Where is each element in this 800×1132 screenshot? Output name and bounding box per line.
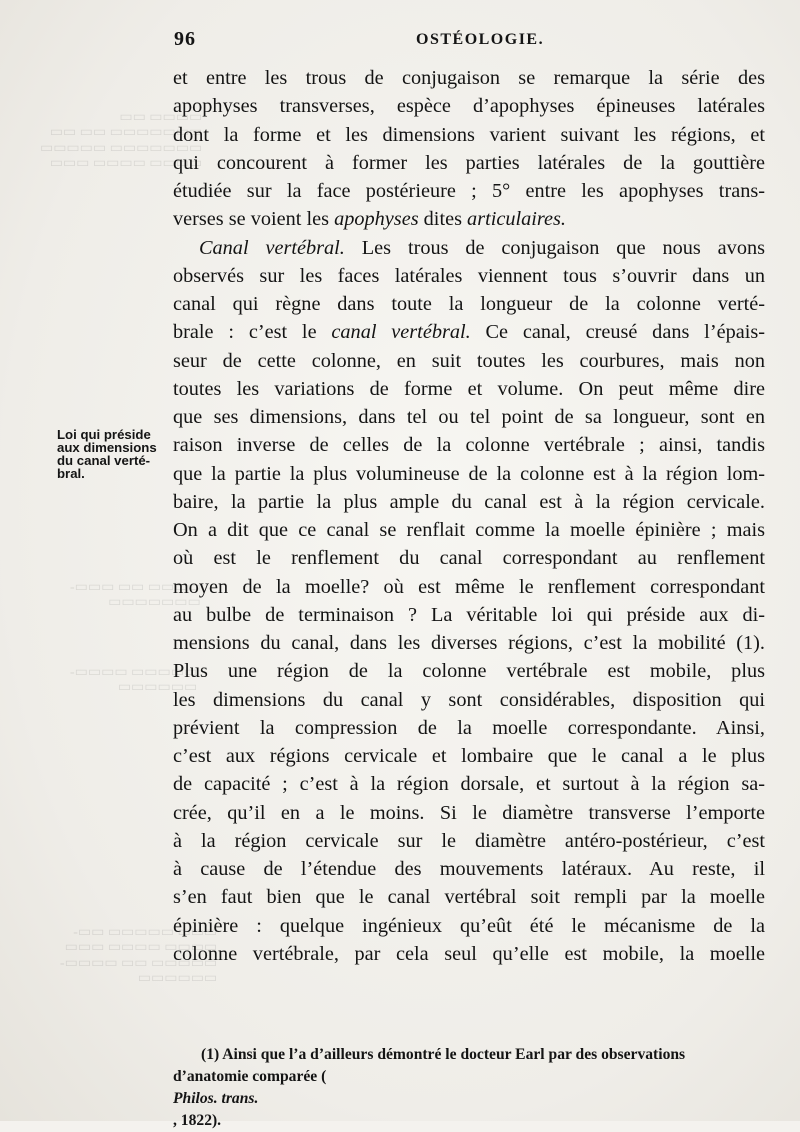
text-line: toutes les variations de forme et volume. On peut même dire <box>173 377 765 400</box>
text-line: On a dit que ce canal se renflait comme la moelle épinière ; mais <box>173 519 765 541</box>
text-line: à cause de l’étendue des mouvements latéraux. Au reste, il <box>173 858 765 880</box>
show-through-texture: ▭▭▭▭▭ ▭▭▭▭- ▭▭▭▭▭▭ <box>70 665 198 696</box>
text-line: qui concourent à former les parties latérales de la gouttière <box>173 151 765 174</box>
text-line: s’en faut bien que le canal vertébral soit rempli par la moelle <box>173 886 765 909</box>
text-line: brale : c’est le canal vertébral. Ce canal, creusé dans l’épais- <box>173 321 765 344</box>
term-apophyses: apophyses <box>334 208 419 231</box>
text-line: dont la forme et les dimensions varient suivant les régions, et <box>173 123 765 146</box>
citation-title: Philos. trans. <box>173 1090 259 1107</box>
text-line: apophyses transverses, espèce d’apophyses épineuses latérales <box>173 95 765 118</box>
margin-note-line: Loi qui préside <box>57 427 151 442</box>
text-line: au bulbe de terminaison ? La véritable loi qui préside aux di- <box>173 603 765 626</box>
text-line: prévient la compression de la moelle correspondante. Ainsi, <box>173 716 765 739</box>
text-line: baire, la partie la plus ample du canal est à la région cervicale. <box>173 490 765 513</box>
text-line: moyen de la moelle? où est même le renflement correspondant <box>173 575 765 598</box>
show-through-texture: ▭▭▭▭ ▭▭ ▭▭▭▭▭▭▭ ▭▭ ▭▭ ▭▭▭▭▭▭▭ ▭▭▭▭▭ ▭▭▭▭ ▭▭▭▭ ▭▭▭ <box>40 110 203 172</box>
text-line: étudiée sur la face postérieure ; 5° entre les apophyses trans- <box>173 180 765 202</box>
text-line: et entre les trous de conjugaison se remarque la série des <box>173 67 765 89</box>
text-line: seur de cette colonne, en suit toutes les courbures, mais non <box>173 349 765 372</box>
text-line: à la région cervicale sur le diamètre antéro-postérieur, c’est <box>173 829 765 852</box>
margin-note-line: aux dimensions <box>57 440 157 455</box>
text-line: Canal vertébral. Les trous de conjugaison que nous avons <box>199 236 765 259</box>
text-line: verses se voient les apophyses dites articulaires. <box>173 208 567 231</box>
text-line: que la partie la plus volumineuse de la colonne est à la région lom- <box>173 462 765 485</box>
text-line: canal qui règne dans toute la longueur de la colonne verté- <box>173 293 765 315</box>
term-articulaires: articulaires. <box>467 208 567 231</box>
footnote <box>173 1044 773 1132</box>
text-line: que ses dimensions, dans tel ou tel point de sa longueur, sont en <box>173 406 765 428</box>
text-line: épinière : quelque ingénieux qu’eût été le mécanisme de la <box>173 914 765 937</box>
text-line: mensions du canal, dans les diverses régions, c’est la mobilité (1). <box>173 632 765 654</box>
text-line: les dimensions du canal y sont considérables, disposition qui <box>173 688 765 711</box>
show-through-texture: ▭▭▭▭ ▭▭ ▭▭▭- ▭▭▭▭▭▭▭ <box>70 580 201 611</box>
footnote-line: d’anatomie comparée ( Philos. trans. , 1822). <box>173 1066 773 1132</box>
text-line: Plus une région de la colonne vertébrale est mobile, plus <box>173 660 765 683</box>
show-through-texture: ▭▭▭ ▭▭▭▭▭ ▭▭- ▭▭▭▭ ▭▭▭▭ ▭▭▭ ▭▭▭▭▭ ▭▭ ▭▭▭▭- ▭▭▭▭▭▭ <box>60 925 218 987</box>
text-line: où est le renflement du canal correspondant au renflement <box>173 547 765 570</box>
term-canal-vertebral: canal vertébral. <box>331 321 471 344</box>
text-line: colonne vertébrale, par cela seul qu’elle est mobile, la moelle <box>173 942 765 965</box>
text-line: observés sur les faces latérales viennent tous s’ouvrir dans un <box>173 264 765 287</box>
page-header <box>170 28 770 54</box>
running-title: OSTÉOLOGIE. <box>416 31 545 48</box>
margin-note-line: du canal verté- <box>57 453 151 468</box>
text-line: de capacité ; c’est à la région dorsale, et surtout à la région sa- <box>173 773 765 796</box>
body-text <box>173 64 765 968</box>
section-heading: Canal vertébral. <box>199 236 345 259</box>
text-line: c’est aux régions cervicale et lombaire que le canal a le plus <box>173 745 765 767</box>
footnote-line: (1) Ainsi que l’a d’ailleurs démontré le docteur Earl par des observations <box>201 1046 686 1063</box>
page-number: 96 <box>174 28 196 50</box>
margin-note <box>57 428 172 480</box>
text-line: crée, qu’il en a le moins. Si le diamètre transverse l’emporte <box>173 801 765 824</box>
text-line: raison inverse de celles de la colonne vertébrale ; ainsi, tandis <box>173 434 765 457</box>
margin-note-line: bral. <box>57 466 85 481</box>
